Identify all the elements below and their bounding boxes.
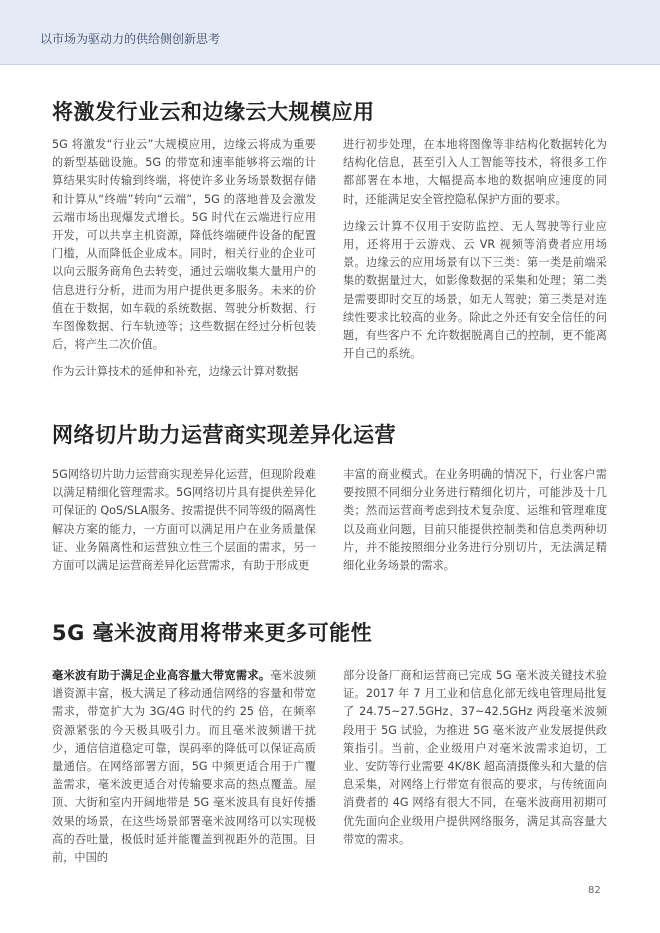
header-divider [0, 64, 660, 65]
paragraph: 丰富的商业模式。在业务明确的情况下，行业客户需要按照不同细分业务进行精细化切片，可能涉及十几类；然而运营商考虑到技术复杂度、运维和管理难度以及商业问题，目前只能提供控制类和信息类两种切片，并不能按照细分业务进行分别切片，无法满足精细化业务场景的需求。 [343, 468, 607, 573]
paragraph: 5G网络切片助力运营商实现差异化运营，但现阶段难以满足精细化管理需求。5G网络切片具有提供差异化可保证的 QoS/SLA服务、按需提供不同等级的隔离性解决方案的能力，一方面可以满足用户在业务质量保证、业务隔离性和运营独立性三个层面的需求，另一方面可以满足运营商差异化运营需求，有助于形成更 [52, 468, 316, 573]
section-title-edge-cloud: 将激发行业云和边缘云大规模应用 [52, 100, 375, 124]
section-2-right-column [343, 466, 607, 584]
paragraph: 作为云计算技术的延伸和补充，边缘云计算对数据 [52, 365, 299, 379]
running-header: 以市场为驱动力的供给侧创新思考 [40, 32, 221, 46]
paragraph: 5G 将激发“行业云”大规模应用，边缘云将成为重要的新型基础设施。5G 的带宽和速率能够将云端的计算结果实时传输到终端，将使许多业务场景数据存储和计算从“终端”转向“云端”，5G 的落地普及会激发云端市场出现爆发式增长。5G 时代在云端进行应用开发，可以共享主机资源，降低终端硬件设备的配置门槛，从而降低企业成本。同时，相关行业的企业可以向云服务商角色去转变，通过云端收集大量用户的信息进行分析，进而为用户提供更多服务。未来的价值在于数据，如车载的系统数据、驾驶分析数据、行车图像数据、行车轨迹等；这些数据在经过分析包装后，将产生二次价值。 [52, 138, 316, 352]
section-title-mmwave: 5G 毫米波商用将带来更多可能性 [52, 621, 373, 645]
page-number: 82 [588, 885, 601, 896]
section-title-network-slicing: 网络切片助力运营商实现差异化运营 [52, 423, 396, 447]
paragraph: 部分设备厂商和运营商已完成 5G 毫米波关键技术验证。2017 年 7 月工业和信息化部无线电管理局批复了 24.75~27.5GHz、37~42.5GHz 两段毫米波频段用于 5G 试验，为推进 5G 毫米波产业发展提供政策指引。当前，企业级用户对毫米波需求迫切，工业、安防等行业需要 4K/8K 超高清摄像头和大量的信息采集，对网络上行带宽有很高的要求，与传统面向消费者的 4G 网络有很大不同，在毫米波商用初期可优先面向企业级用户提供网络服务，满足其高容量大带宽的需求。 [343, 669, 607, 846]
lead-sentence: 毫米波有助于满足企业高容量大带宽需求。 [52, 669, 271, 682]
paragraph: 进行初步处理，在本地将图像等非结构化数据转化为结构化信息，甚至引入人工智能等技术，将很多工作都部署在本地，大幅提高本地的数据响应速度的同时，还能满足安全管控隐私保护方面的要求。 [343, 138, 607, 206]
paragraph: 边缘云计算不仅用于安防监控、无人驾驶等行业应用，还将用于云游戏、云 VR 视频等消费者应用场景。边缘云的应用场景有以下三类：第一类是前端采集的数据量过大，如影像数据的采集和处理；第二类是需要即时交互的场景，如无人驾驶；第三类是对连续性要求比较高的业务。除此之外还有安全信任的问题，有些客户不 允许数据脱离自己的控制，更不能离开自己的系统。 [343, 219, 607, 361]
paragraph-body: 毫米波频谱资源丰富，极大满足了移动通信网络的容量和带宽需求，带宽扩大为 3G/4G 时代的约 25 倍，在频率资源紧张的今天极具吸引力。而且毫米波频谱干扰少，通信信道稳定可靠，误码率的降低可以保证高质量通信。在网络部署方面，5G 中频更适合用于广覆盖需求，毫米波更适合对传输要求高的热点覆盖。屋顶、大街和室内开阔地带是 5G 毫米波具有良好传播效果的场景，在这些场景部署毫米波网络可以实现极高的吞吐量，极低时延并能覆盖到视距外的范围。目前，中国的 [52, 669, 316, 865]
section-1-left-column [52, 136, 316, 391]
section-3-left-column [52, 667, 316, 876]
paragraph [52, 667, 316, 867]
section-2-left-column [52, 466, 316, 584]
section-3-right-column [343, 667, 607, 858]
section-1-right-column [343, 136, 607, 372]
